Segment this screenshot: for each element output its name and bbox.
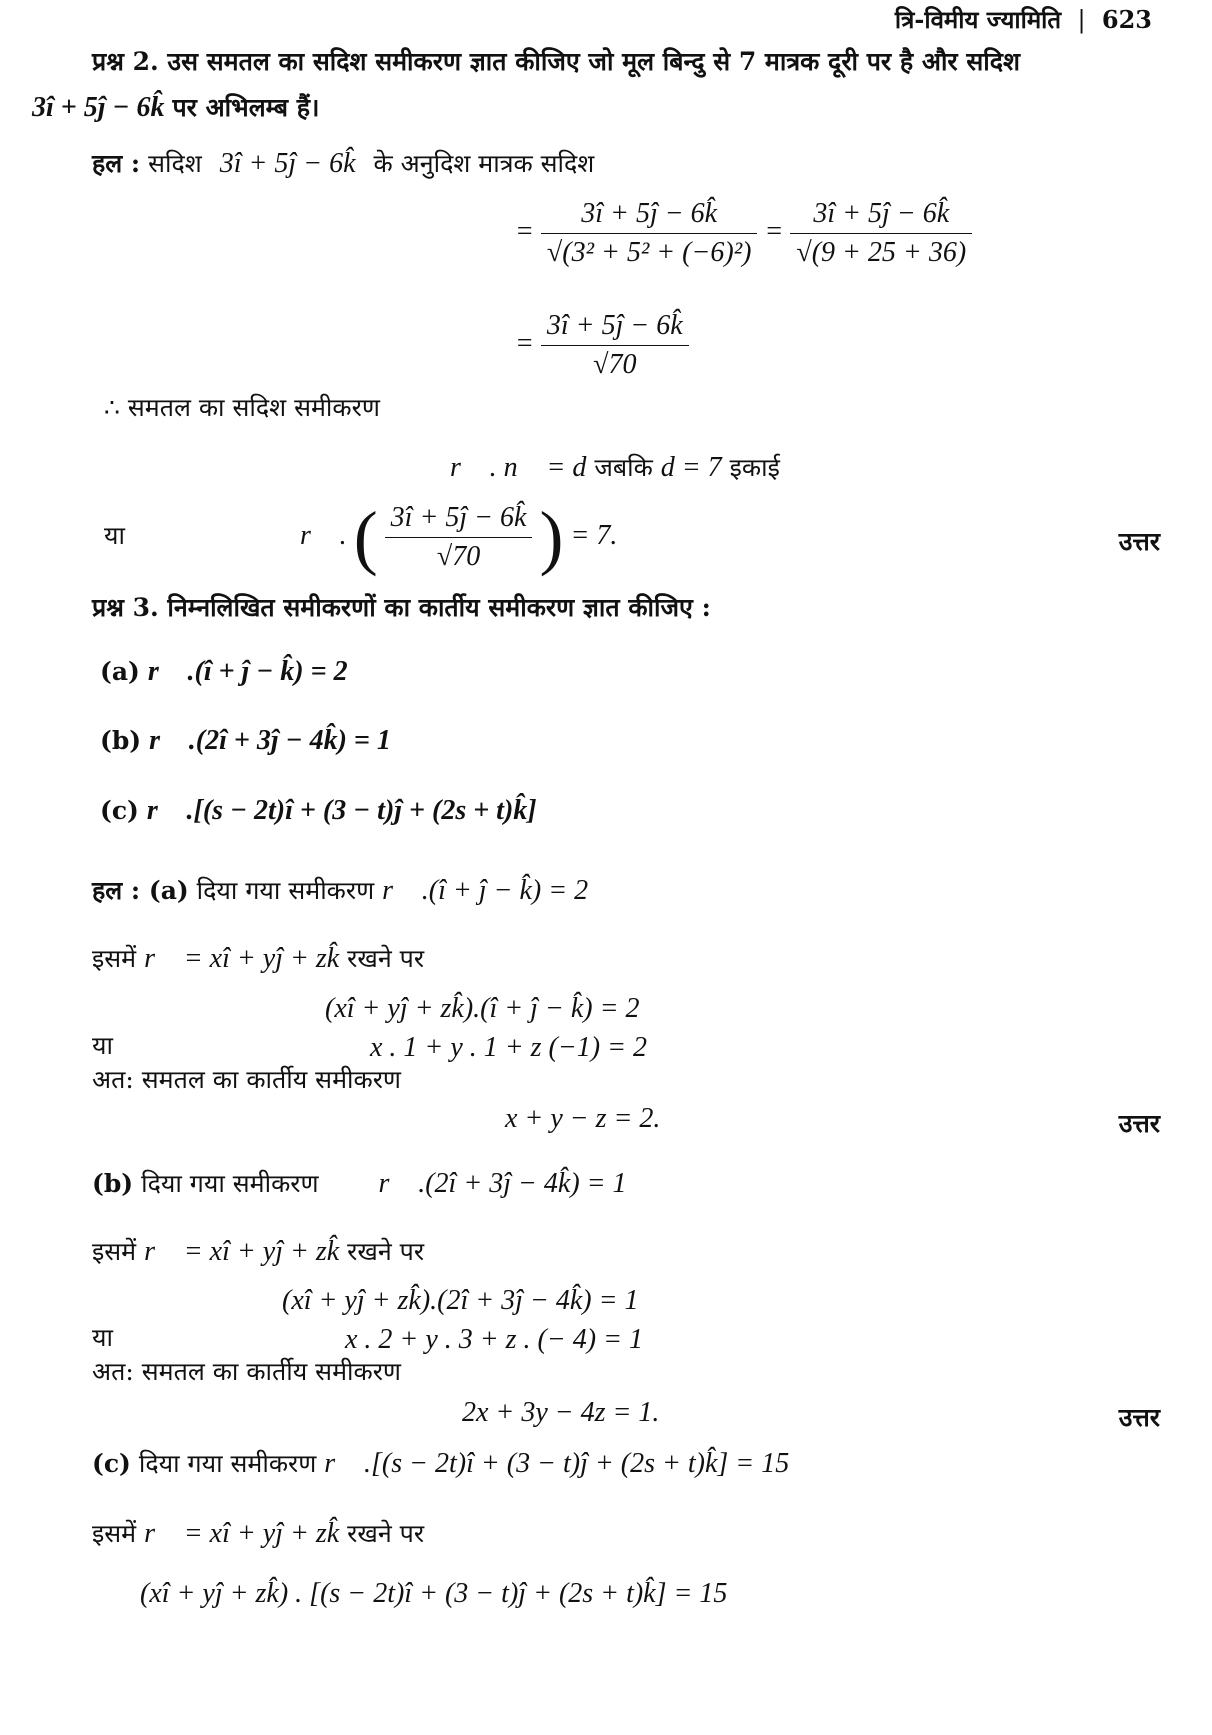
q3-statement [92, 594, 711, 623]
sol-b-given [92, 1168, 627, 1200]
therefore-line: ∴ समतल का सदिश समीकरण [104, 393, 380, 422]
sol-c-put-b: रखने पर [347, 1519, 425, 1548]
sol-b-put-eq: r⃗ = xî + yĵ + zk̂ [144, 1236, 340, 1267]
sol-a-put-b: रखने पर [347, 944, 425, 973]
sol-b-ya: या [92, 1323, 113, 1352]
sol-b-put-a: इसमें [92, 1237, 137, 1266]
q3-label: प्रश्न 3. [92, 593, 159, 622]
part-a-label: (a) [100, 657, 140, 686]
sol-a-ya: या [92, 1031, 113, 1060]
plane-vector-equation [450, 452, 780, 484]
fraction-3-numerator: 3î + 5ĵ − 6k̂ [541, 310, 689, 346]
q2-solution-label: हल : [92, 149, 141, 178]
answer-mark: उत्तर [1118, 1403, 1160, 1432]
unit-vector-equation [515, 198, 972, 269]
header-title: त्रि-विमीय ज्यामिति [894, 5, 1062, 34]
sol-a-given-text: दिया गया समीकरण [196, 876, 375, 905]
sol-b-label: (b) [92, 1169, 134, 1198]
q3-part-c [100, 795, 537, 827]
fraction-3 [541, 310, 689, 381]
q2-normal-vector: 3î + 5ĵ − 6k̂ [32, 92, 165, 123]
fraction-2-numerator: 3î + 5ĵ − 6k̂ [790, 198, 972, 234]
q2-sol-text-b: के अनुदिश मात्रक सदिश [373, 149, 595, 178]
sol-b-hence: अत: समतल का कार्तीय समीकरण [92, 1357, 402, 1386]
sol-b-line1: (xî + yĵ + zk̂).(2î + 3ĵ − 4k̂) = 1 [282, 1285, 639, 1316]
d-value: d = 7 [660, 452, 722, 483]
sol-b-result: 2x + 3y − 4z = 1. [462, 1397, 660, 1428]
part-c-label: (c) [100, 796, 139, 825]
sol-a-equation: r⃗ .(î + ĵ − k̂) = 2 [382, 875, 589, 906]
q2-sol-vector: 3î + 5ĵ − 6k̂ [219, 148, 356, 179]
ya-label: या [104, 521, 125, 550]
sol-b-given-text: दिया गया समीकरण [141, 1169, 319, 1198]
sol-a-hence: अत: समतल का कार्तीय समीकरण [92, 1065, 402, 1094]
q2-final-equation [300, 496, 617, 579]
sol-a-label: हल : (a) [92, 876, 189, 905]
running-header [895, 6, 1152, 35]
q2-solution-line1 [92, 148, 594, 180]
q2-text2: पर अभिलम्ब हैं। [172, 93, 320, 122]
whereas-text: जबकि [594, 453, 653, 482]
equals-sign: = [515, 328, 534, 360]
part-b-equation: r⃗ .(2î + 3ĵ − 4k̂) = 1 [149, 725, 391, 756]
unit-text: इकाई [729, 453, 780, 482]
header-separator: | [1077, 6, 1086, 34]
right-paren: ) [539, 497, 564, 577]
sol-a-line2: x . 1 + y . 1 + z (−1) = 2 [370, 1032, 647, 1063]
page-number: 623 [1101, 5, 1152, 34]
fraction-1-denominator: √(3² + 5² + (−6)²) [546, 237, 752, 269]
sol-c-given [92, 1448, 789, 1480]
sol-a-line1: (xî + yĵ + zk̂).(î + ĵ − k̂) = 2 [325, 993, 640, 1024]
sol-c-line1: (xî + yĵ + zk̂) . [(s − 2t)î + (3 − t)ĵ + (2s + t)k̂] = 15 [140, 1578, 728, 1609]
left-paren: ( [353, 497, 378, 577]
fraction-1-numerator: 3î + 5ĵ − 6k̂ [541, 198, 758, 234]
final-fraction [385, 502, 533, 573]
equals-sign: = [515, 216, 534, 248]
fraction-3-denominator: √70 [593, 349, 637, 381]
sol-a-put-eq: r⃗ = xî + yĵ + zk̂ [144, 943, 340, 974]
q3-text: निम्नलिखित समीकरणों का कार्तीय समीकरण ज्ञात कीजिए : [167, 593, 711, 622]
sol-c-put-a: इसमें [92, 1519, 137, 1548]
q2-text1: उस समतल का सदिश समीकरण ज्ञात कीजिए जो मूल बिन्दु से 7 मात्रक दूरी पर है और सदिश [167, 47, 1020, 76]
fraction-2-denominator: √(9 + 25 + 36) [796, 237, 967, 269]
q3-part-a [100, 656, 348, 688]
sol-c-given-text: दिया गया समीकरण [138, 1449, 317, 1478]
answer-mark: उत्तर [1118, 1109, 1160, 1138]
sol-b-put-b: रखने पर [347, 1237, 425, 1266]
rn-dot-product: r⃗ . n⃗ = d [450, 452, 587, 483]
sol-c-put-eq: r⃗ = xî + yĵ + zk̂ [144, 1518, 340, 1549]
sol-c-label: (c) [92, 1449, 131, 1478]
sol-a-substitute [92, 943, 424, 975]
q2-statement-line2 [32, 92, 320, 124]
answer-mark: उत्तर [1118, 527, 1160, 556]
final-lhs: r⃗ . [300, 519, 347, 551]
fraction-1 [541, 198, 758, 269]
q2-sol-text-a: सदिश [148, 149, 202, 178]
q2-statement-line1 [92, 48, 1020, 77]
sol-b-line2: x . 2 + y . 3 + z . (− 4) = 1 [345, 1324, 643, 1355]
sol-a-put-a: इसमें [92, 944, 137, 973]
sol-a-given [92, 875, 588, 907]
part-c-equation: r⃗ .[(s − 2t)î + (3 − t)ĵ + (2s + t)k̂] [146, 795, 537, 826]
sol-a-result: x + y − z = 2. [505, 1103, 661, 1134]
equals-sign: = [764, 216, 784, 248]
final-rhs: = 7. [570, 519, 618, 551]
q2-label: प्रश्न 2. [92, 47, 159, 76]
q3-part-b [100, 725, 391, 757]
fraction-2 [790, 198, 972, 269]
sol-b-equation: r⃗ .(2î + 3ĵ − 4k̂) = 1 [378, 1168, 627, 1199]
final-fraction-numerator: 3î + 5ĵ − 6k̂ [385, 502, 533, 538]
final-fraction-denominator: √70 [436, 540, 481, 572]
sol-c-substitute [92, 1518, 424, 1550]
part-b-label: (b) [100, 726, 142, 755]
part-a-equation: r⃗ .(î + ĵ − k̂) = 2 [147, 656, 348, 687]
sol-c-equation: r⃗ .[(s − 2t)î + (3 − t)ĵ + (2s + t)k̂] = 15 [324, 1448, 790, 1479]
sol-b-substitute [92, 1236, 424, 1268]
unit-vector-simplified [515, 310, 689, 381]
